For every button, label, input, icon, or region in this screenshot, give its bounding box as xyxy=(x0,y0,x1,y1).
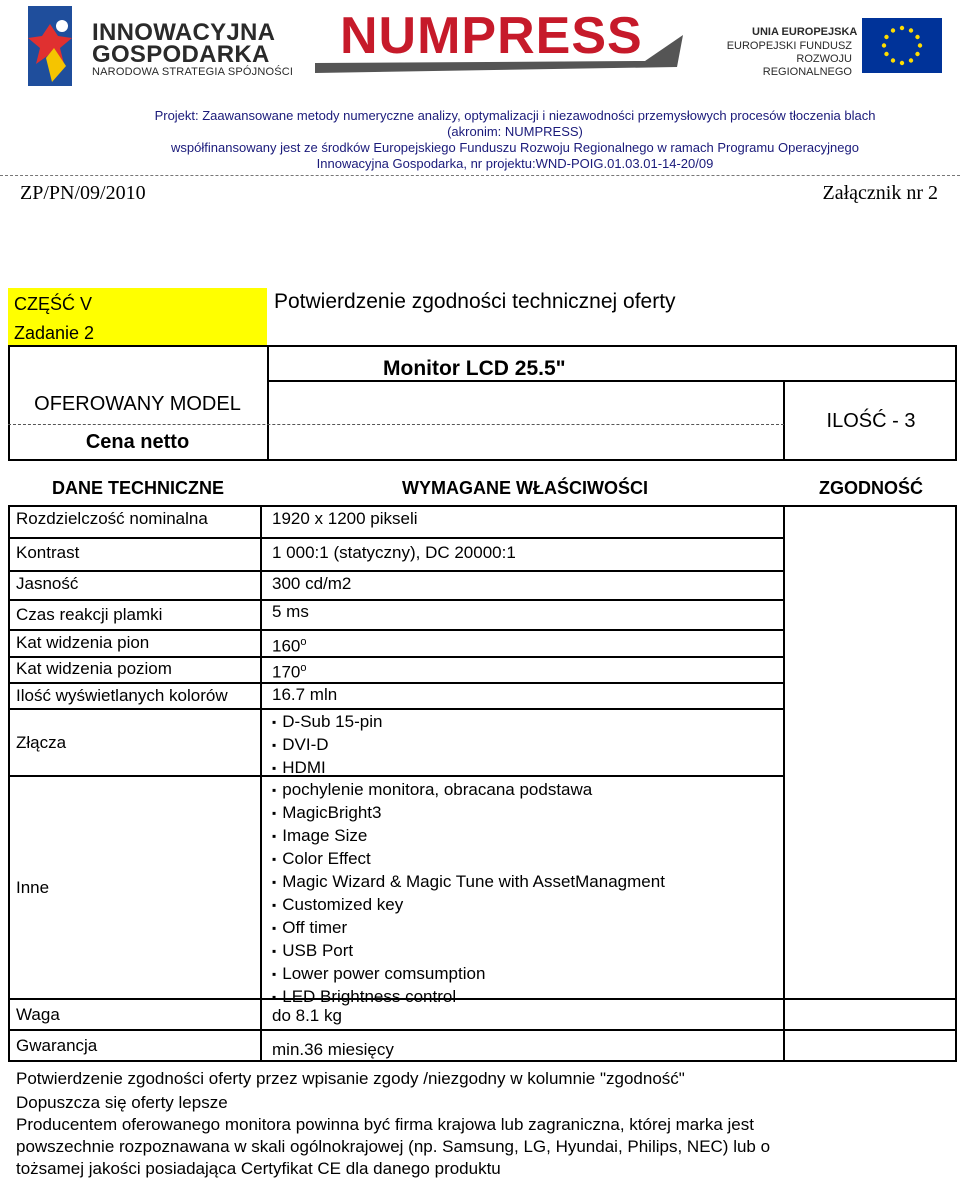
other-features-list xyxy=(272,779,665,1009)
row-line xyxy=(8,682,784,684)
ue-lines xyxy=(722,40,852,79)
row-value: 16.7 mln xyxy=(272,685,338,704)
row-name: Ilość wyświetlanych kolorów xyxy=(16,686,228,705)
table-divider-2 xyxy=(783,505,785,1062)
ig-line2: GOSPODARKA xyxy=(92,41,270,68)
list-item: ▪ Customized key xyxy=(272,894,665,917)
degree-sup: o xyxy=(300,636,307,648)
list-item: ▪ HDMI xyxy=(272,757,382,780)
part-title: Potwierdzenie zgodności technicznej oferty xyxy=(274,290,676,313)
row-value: min.36 miesięcy xyxy=(272,1040,394,1059)
project-info xyxy=(0,108,960,172)
connectors-list xyxy=(272,711,382,780)
ig-logo-title xyxy=(92,19,276,68)
footer-notes xyxy=(16,1068,770,1180)
row-value xyxy=(264,632,307,657)
row-value: 1920 x 1200 pikseli xyxy=(272,509,418,528)
footer-line: Potwierdzenie zgodności oferty przez wpisanie zgody /niezgodny w kolumnie "zgodność" xyxy=(16,1069,685,1088)
row-name: Jasność xyxy=(16,574,79,593)
row-line xyxy=(8,775,784,777)
product-name: Monitor LCD 25.5" xyxy=(383,357,566,380)
row-value: 1 000:1 (statyczny), DC 20000:1 xyxy=(272,543,516,562)
project-line: (akronim: NUMPRESS) xyxy=(447,124,583,139)
ue-line3: ROZWOJU REGIONALNEGO xyxy=(762,53,852,78)
eu-flag-icon xyxy=(862,18,942,78)
footer-line: Producentem oferowanego monitora powinna być firma krajowa lub zagraniczna, której marka jest xyxy=(16,1115,754,1134)
header-compliance: ZGODNOŚĆ xyxy=(818,478,923,498)
header-requirements: WYMAGANE WŁAŚCIWOŚCI xyxy=(402,478,648,498)
row-value xyxy=(264,658,307,683)
list-item: ▪ D-Sub 15-pin xyxy=(272,711,382,734)
list-item: ▪ Lower power comsumption xyxy=(272,963,665,986)
product-dashed-line xyxy=(8,424,784,425)
list-item: ▪ DVI-D xyxy=(272,734,382,757)
row-line xyxy=(8,599,784,601)
part-label: CZĘŚĆ V xyxy=(14,294,93,314)
row-name: Waga xyxy=(16,1005,60,1024)
row-name: Kat widzenia pion xyxy=(16,633,150,652)
list-item: ▪ LED Brightness control xyxy=(272,986,665,1009)
row-name: Kontrast xyxy=(16,543,80,562)
project-line: współfinansowany jest ze środków Europejskiego Funduszu Rozwoju Regionalnego w ramach Programu Operacyjnego xyxy=(171,140,859,155)
list-item: ▪ Image Size xyxy=(272,825,665,848)
list-item: ▪ MagicBright3 xyxy=(272,802,665,825)
ue-line2: EUROPEJSKI FUNDUSZ xyxy=(726,40,852,52)
row-line xyxy=(8,1029,957,1031)
row-line xyxy=(8,629,784,631)
net-price-label: Cena netto xyxy=(85,431,190,453)
row-name: Rozdzielczość nominalna xyxy=(16,509,208,528)
header-divider xyxy=(0,175,960,176)
row-name: Czas reakcji plamki xyxy=(16,605,163,624)
product-divider-left xyxy=(267,345,269,461)
table-divider-1 xyxy=(260,505,262,1062)
row-line xyxy=(8,656,784,658)
reference-number: ZP/PN/09/2010 xyxy=(20,182,146,204)
list-item: ▪ Off timer xyxy=(272,917,665,940)
row-name: Kat widzenia poziom xyxy=(16,659,172,678)
angle-value: 160 xyxy=(272,636,301,656)
project-line: Projekt: Zaawansowane metody numeryczne analizy, optymalizacji i niezawodności przemysłowych procesów tłoczenia blach xyxy=(154,108,876,123)
row-line xyxy=(8,570,784,572)
ig-emblem-icon xyxy=(28,6,88,86)
header-tech-data: DANE TECHNICZNE xyxy=(51,478,224,498)
footer-line: powszechnie rozpoznawana w skali ogólnokrajowej (np. Samsung, LG, Hyundai, Philips, NEC) lub o xyxy=(16,1137,771,1156)
task-label: Zadanie 2 xyxy=(14,323,95,343)
ig-line1: INNOWACYJNA xyxy=(92,19,276,46)
list-item: ▪ Magic Wizard & Magic Tune with AssetManagment xyxy=(272,871,665,894)
row-value: do 8.1 kg xyxy=(272,1006,342,1025)
degree-sup: o xyxy=(300,662,307,674)
ig-logo-subtitle: NARODOWA STRATEGIA SPÓJNOŚCI xyxy=(92,66,294,78)
angle-value: 170 xyxy=(272,662,301,682)
row-value: 5 ms xyxy=(272,602,309,621)
row-name: Gwarancja xyxy=(16,1036,98,1055)
row-line xyxy=(8,537,784,539)
project-line: Innowacyjna Gospodarka, nr projektu:WND-POIG.01.03.01-14-20/09 xyxy=(316,156,714,171)
footer-line: Dopuszcza się oferty lepsze xyxy=(16,1093,228,1112)
row-name: Inne xyxy=(16,878,50,897)
ue-line1: UNIA EUROPEJSKA xyxy=(752,26,858,38)
row-name: Złącza xyxy=(16,733,67,752)
quantity-label: ILOŚĆ - 3 xyxy=(826,410,916,432)
list-item: ▪ pochylenie monitora, obracana podstawa xyxy=(272,779,665,802)
footer-line: tożsamej jakości posiadająca Certyfikat CE dla danego produktu xyxy=(16,1159,501,1178)
product-line xyxy=(267,380,957,382)
row-line xyxy=(8,708,784,710)
numpress-logo-text: NUMPRESS xyxy=(340,7,643,65)
offered-model-label: OFEROWANY MODEL xyxy=(34,393,241,415)
list-item: ▪ Color Effect xyxy=(272,848,665,871)
list-item: ▪ USB Port xyxy=(272,940,665,963)
row-value: 300 cd/m2 xyxy=(272,574,352,593)
attachment-number: Załącznik nr 2 xyxy=(822,182,938,204)
